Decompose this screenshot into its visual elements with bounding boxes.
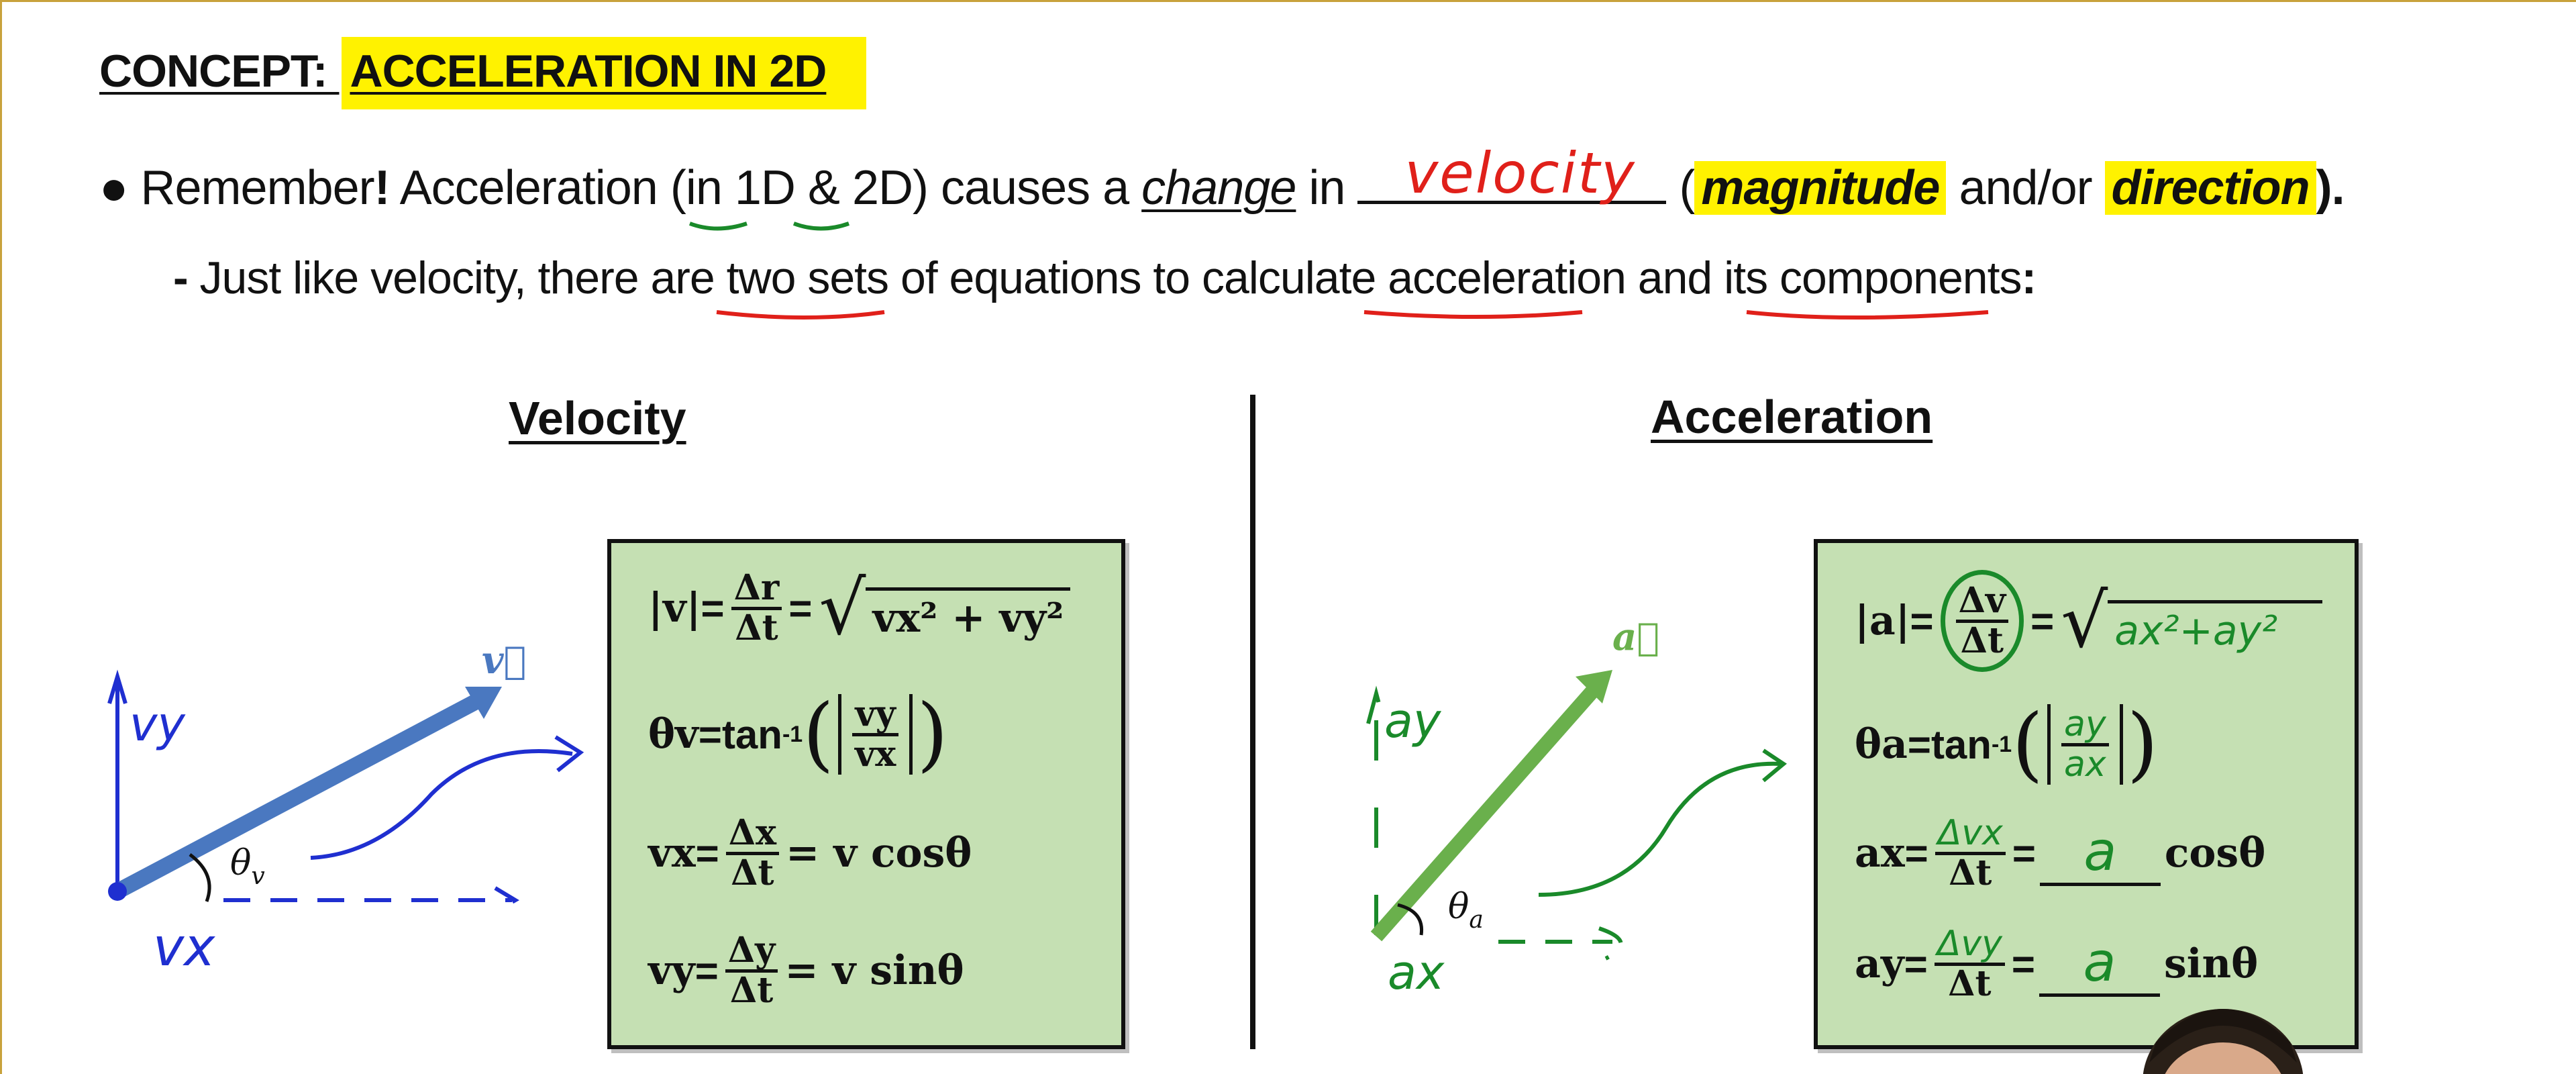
acceleration-angle-eq: θa = tan -1 ( $\frac{ay}{ax}$ ) [1855, 697, 2159, 791]
frac-num: Δv [1956, 583, 2009, 623]
magnitude-word: magnitude [1694, 161, 1946, 215]
bullet-amp: & [794, 161, 852, 215]
bullet-text-1: Acceleration (in [389, 161, 735, 215]
bullet-marker: ● [99, 161, 128, 215]
presenter-avatar [2122, 982, 2324, 1074]
eq-rhs: = v cosθ [786, 830, 972, 877]
velocity-origin-dot [108, 882, 127, 901]
frac-den: Δt [735, 607, 778, 648]
eq-sign-2: = [2011, 941, 2035, 987]
answer-blank-ax: a [2040, 820, 2161, 886]
two-sets-phrase: two sets [726, 252, 889, 303]
eq-lhs: vx [648, 830, 696, 877]
sub-text-2: of equations to calculate [888, 252, 1388, 303]
tan-sup: -1 [782, 721, 803, 747]
velocity-y-component-eq [648, 932, 964, 1009]
ay-label: ay [1384, 693, 1441, 748]
bullet-andor: and/or [1946, 161, 2105, 215]
frac-den: ax [2064, 744, 2106, 785]
fraction [731, 567, 782, 648]
frac-den: Δt [1949, 852, 1992, 893]
underline-2d [794, 224, 849, 229]
underline-acceleration [1364, 312, 1582, 317]
frac-den: Δt [731, 852, 774, 893]
bullet-close: ). [2316, 161, 2345, 215]
sub-colon: : [2021, 252, 2037, 303]
velocity-equation-box [607, 539, 1125, 1049]
vector-a-label: a⃗ [1612, 615, 1659, 659]
label-1d: 1D [734, 161, 795, 215]
change-word: change [1141, 161, 1296, 215]
frac-num: Δx [726, 815, 779, 855]
sub-text-3: and its [1625, 252, 1780, 303]
eq-sign: = [1910, 598, 1934, 644]
tan-fn: tan [721, 712, 782, 757]
bullet-open-paren: ( [1666, 161, 1695, 215]
eq-lhs: vy [648, 947, 695, 995]
velocity-heading: Velocity [509, 392, 686, 444]
frac-num: Δr [731, 570, 782, 610]
eq-rhs: = v sinθ [784, 947, 964, 995]
curved-arrow-velocity [311, 737, 580, 858]
underline-1d [690, 224, 747, 229]
tan-fn: tan [1930, 722, 1992, 767]
velocity-angle-eq: θv = tan -1 ( $\frac{vy}{vx}$ ) [648, 687, 949, 781]
frac-num: ay [2061, 706, 2109, 746]
underline-two-sets [717, 312, 884, 318]
vy-axis-arrow [109, 677, 125, 888]
acceleration-equation-box [1814, 539, 2359, 1049]
velocity-magnitude-eq [648, 565, 1070, 651]
acceleration-x-component-eq [1855, 815, 2265, 891]
ax-label: ax [1388, 945, 1445, 1000]
bullet-text-3: in [1296, 161, 1358, 215]
tan-sup: -1 [1991, 731, 2012, 757]
eq-sign-2: = [2030, 598, 2055, 644]
frac-num: Δvy [1935, 926, 2005, 966]
acceleration-diagram [1368, 615, 1784, 1000]
eq-lhs: θa [1855, 721, 1908, 768]
eq-lhs: ay [1855, 940, 1904, 988]
eq-sign: = [701, 585, 725, 631]
frac-den: Δt [1960, 620, 2004, 661]
sub-text-1: Just like velocity, there are [199, 252, 727, 303]
frac-num: Δvx [1935, 815, 2006, 855]
eq-sign-2: = [788, 585, 813, 631]
velocity-diagram [108, 638, 580, 978]
eq-rhs: cosθ [2164, 830, 2266, 877]
eq-lhs: ax [1855, 830, 1905, 877]
theta-a-sub: a [1469, 906, 1484, 934]
eq-lhs: |a| [1855, 597, 1910, 645]
eq-lhs: θv [648, 711, 699, 758]
eq-sign: = [698, 712, 722, 757]
direction-word: direction [2105, 161, 2316, 215]
answer-blank-ay: a [2039, 931, 2160, 997]
theta-v-sub: v [251, 863, 265, 890]
eq-sign: = [1904, 830, 1928, 876]
frac-num: Δy [725, 932, 778, 973]
eq-sign-2: = [2012, 830, 2036, 876]
title-prefix: CONCEPT: [99, 46, 340, 97]
sqrt: √ vx² + vy² [819, 575, 1070, 642]
vy-label: vy [130, 697, 185, 752]
frac-den: Δt [729, 969, 774, 1011]
frac-den: vx [855, 733, 896, 775]
acceleration-heading: Acceleration [1651, 391, 1933, 443]
theta-v-glyph: θ [230, 843, 252, 883]
components-word: components [1780, 252, 2022, 303]
remember-bang: ! [374, 161, 390, 215]
eq-lhs: |v| [648, 585, 701, 632]
vx-dashed-arrow [223, 888, 515, 912]
frac-den: Δt [1948, 963, 1992, 1004]
sqrt-radicand: vx² + vy² [866, 587, 1070, 642]
remember-text: Remember [140, 161, 374, 215]
theta-v-arc [190, 855, 209, 901]
ax-dashed-arrow [1498, 928, 1621, 959]
theta-v-label [230, 843, 265, 890]
bullet-text-2: ) causes a [913, 161, 1142, 215]
handwritten-velocity: velocity [1404, 140, 1636, 206]
eq-sign: = [694, 948, 719, 993]
theta-a-label [1448, 887, 1484, 934]
ay-axis [1368, 693, 1384, 935]
frac-num: vy [852, 696, 898, 736]
sqrt-radicand: ax²+ay² [2108, 600, 2322, 654]
eq-sign: = [1907, 722, 1931, 767]
velocity-x-component-eq [648, 812, 972, 893]
vector-v-label: v⃗ [482, 638, 527, 683]
circled-fraction [1941, 570, 2024, 672]
acceleration-word: acceleration [1388, 252, 1626, 303]
theta-a-glyph: θ [1448, 887, 1470, 927]
sub-dash: - [173, 252, 200, 303]
eq-sign: = [1904, 941, 1928, 987]
title-highlight: ACCELERATION IN 2D [350, 46, 827, 97]
underline-components [1747, 312, 1988, 318]
acceleration-magnitude-eq: |a| = $\frac{\Delta v}{\Delta t}$ = √ ax²+ay² [1855, 570, 2322, 672]
eq-rhs: sinθ [2163, 940, 2259, 988]
curved-arrow-acceleration [1539, 750, 1784, 895]
label-2d: 2D [852, 161, 913, 215]
eq-sign: = [695, 830, 719, 876]
vx-label: vx [153, 918, 215, 978]
